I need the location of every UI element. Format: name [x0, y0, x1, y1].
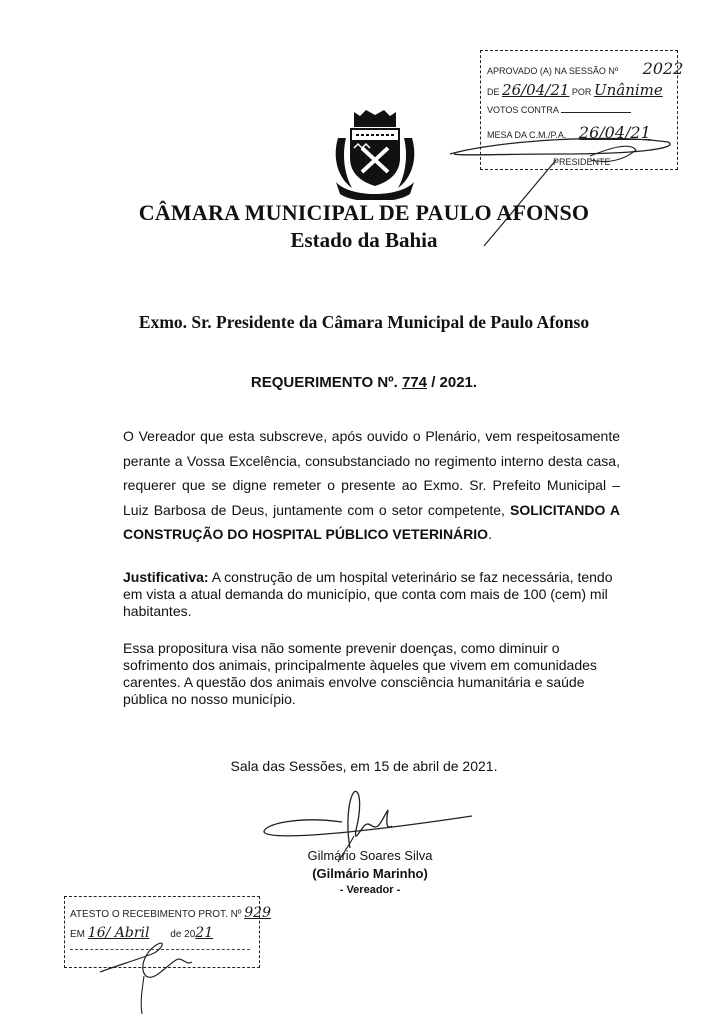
request-paragraph: [123, 424, 620, 547]
approval-date-line: [487, 81, 663, 99]
approval-vote-value: Unânime: [593, 81, 663, 99]
requirement-prefix: REQUERIMENTO Nº.: [250, 374, 398, 391]
addressee: Exmo. Sr. Presidente da Câmara Municipal de Paulo Afonso: [138, 312, 590, 332]
receipt-year-value: 21: [195, 925, 214, 941]
request-subject: SOLICITANDO A CONSTRUÇÃO DO HOSPITAL PÚBLICO VETERINÁRIO: [123, 501, 621, 542]
approval-president-label: PRESIDENTE: [553, 157, 611, 167]
justification-label: Justificativa:: [123, 569, 209, 585]
requirement-number: 774: [401, 374, 428, 391]
receipt-protocol-label: ATESTO O RECEBIMENTO PROT. Nº: [70, 909, 242, 920]
approval-votes-line: [487, 105, 631, 115]
receipt-year-label: de 20: [170, 929, 196, 940]
requirement-year: / 2021.: [431, 374, 478, 391]
state-subtitle: Estado da Bahia: [290, 228, 438, 252]
receipt-protocol-value: 929: [244, 905, 271, 921]
justification-text: A construção de um hospital veterinário se faz necessária, tendo em vista a atual demanda do município, que conta com mais de 100 (cem) mil habitantes.: [123, 569, 613, 619]
approval-session-line: [487, 59, 683, 78]
chamber-title: CÂMARA MUNICIPAL DE PAULO AFONSO: [138, 200, 590, 225]
approval-mesa-value: 26/04/21: [578, 123, 651, 142]
receipt-date-value: 16/ Abril: [87, 925, 150, 941]
signer-role: - Vereador -: [339, 884, 401, 896]
approval-session-value: 2022: [642, 59, 684, 78]
requirement-title: [0, 374, 728, 391]
approval-votes-label: VOTOS CONTRA: [487, 105, 559, 115]
request-text: O Vereador que esta subscreve, após ouvido o Plenário, vem respeitosamente perante a Vossa Excelência, consubstanciado no regimento interno desta casa, requerer que se digne remeter o presente ao Exmo. Sr. Prefeito Municipal – Luiz Barbosa de Deus, juntamente com o setor competente,: [123, 428, 620, 518]
receipt-signature: [96, 930, 206, 1020]
approval-session-label: APROVADO (A) NA SESSÃO Nº: [487, 66, 619, 76]
purpose-paragraph: Essa propositura visa não somente prevenir doenças, como diminuir o sofrimento dos animais, principalmente àqueles que vivem em comunidades carentes. A questão dos animais envolve consciência humanitária e saúde pública no nosso município.: [123, 640, 597, 707]
receipt-date-label: EM: [70, 929, 85, 940]
approval-date-value: 26/04/21: [502, 81, 570, 99]
signer-name: Gilmário Soares Silva: [307, 848, 433, 863]
receipt-protocol-line: [70, 905, 271, 921]
closing-line: Sala das Sessões, em 15 de abril de 2021.: [230, 758, 498, 774]
coat-of-arms-icon: [330, 108, 420, 200]
approval-date-label: DE: [487, 87, 500, 97]
approval-mesa-label: MESA DA C.M./P.A.: [487, 130, 567, 140]
request-end: .: [488, 526, 492, 542]
signer-nickname: (Gilmário Marinho): [312, 866, 428, 881]
justification-paragraph: [123, 569, 620, 620]
approval-por-label: POR: [571, 87, 592, 97]
